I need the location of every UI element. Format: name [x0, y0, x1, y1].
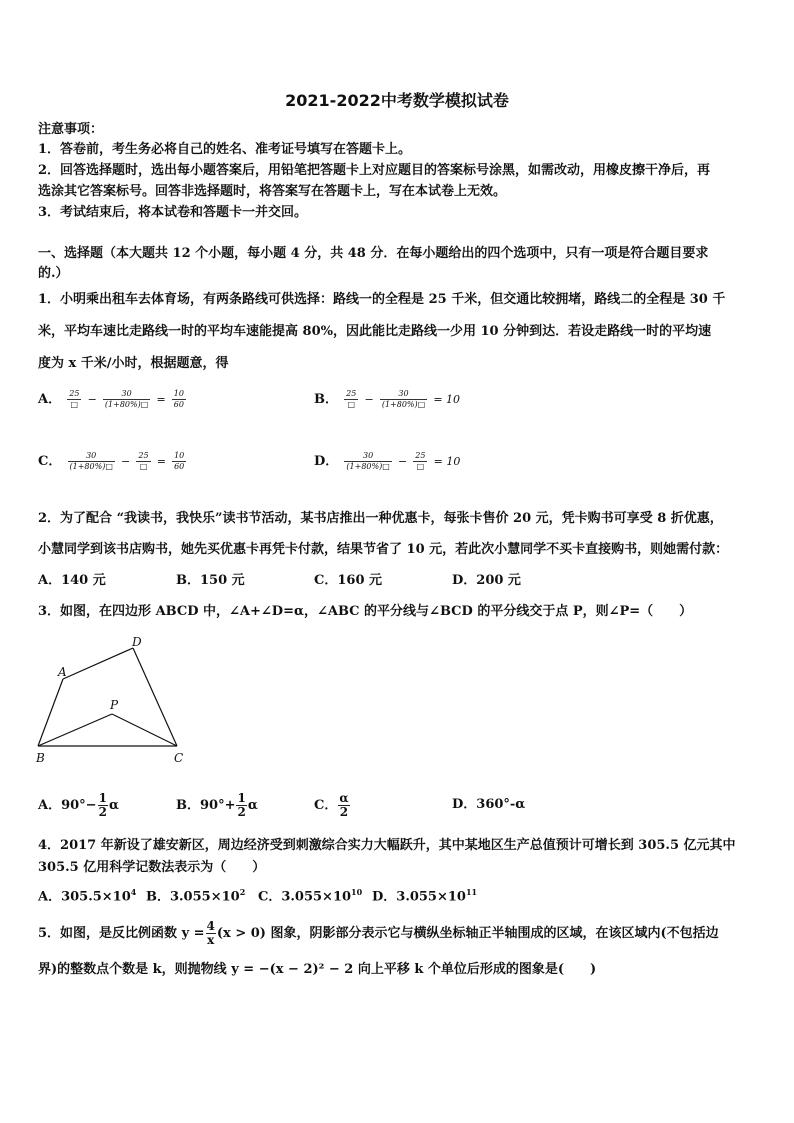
q1-option-c[interactable]: C． $\frac{30}{(1+80\%)□}$ − 25 □ = $\frac{10}{60}$: [38, 451, 185, 471]
q3-option-d[interactable]: D．360°-α: [452, 797, 526, 812]
q4-option-b[interactable]: B．$3.055\times 10^2$: [146, 887, 246, 905]
q5-text: 5．如图，是反比例函数 y = $\frac{4}{x}$ (x > 0) 图象，阴影部分表示它与横纵坐标轴正半轴围成的区域，在该区域内(不包括边: [38, 919, 719, 947]
notice-item: 3．考试结束后，将本试卷和答题卡一并交回。: [38, 205, 308, 220]
edge-ad: [63, 648, 133, 679]
notice-item: 2．回答选择题时，选出每小题答案后，用铅笔把答题卡上对应题目的答案标号涂黑，如需改动，用橡皮擦干净后，再: [38, 163, 711, 178]
edge-ba: [38, 679, 63, 746]
q1-option-b[interactable]: B． 25 □ − $\frac{30}{(1+80\%)□}$ = 10: [314, 389, 461, 409]
notice-item: 1．答卷前，考生务必将自己的姓名、准考证号填写在答题卡上。: [38, 142, 412, 157]
q1-text: 米，平均车速比走路线一时的平均车速能提高 80%，因此能比走路线一少用 10 分钟到达．若设走路线一时的平均速: [38, 324, 712, 339]
q1-text: 度为 x 千米/小时，根据题意，得: [38, 356, 229, 371]
label-d: D: [132, 635, 142, 649]
q2-option-c[interactable]: C．160 元: [314, 573, 383, 588]
q2-text: 2．为了配合 “我读书，我快乐”读书节活动，某书店推出一种优惠卡，每张卡售价 20 元，凭卡购书可享受 8 折优惠，: [38, 511, 723, 526]
q3-option-a[interactable]: A．90°− $\frac{1}{2}$ α: [38, 791, 119, 819]
q1-option-d[interactable]: D． $\frac{30}{(1+80\%)□}$ − 25 □ = 10: [314, 451, 461, 471]
q3-option-b[interactable]: B．90°+ $\frac{1}{2}$ α: [176, 791, 258, 819]
notice-item: 选涂其它答案标号。回答非选择题时，将答案写在答题卡上，写在本试卷上无效。: [38, 184, 507, 199]
segment-pc: [112, 714, 177, 746]
q2-text: 小慧同学到该书店购书，她先买优惠卡再凭卡付款，结果节省了 10 元，若此次小慧同学不买卡直接购书，则她需付款：: [38, 542, 729, 557]
q3-option-c[interactable]: C． $\frac{\alpha}{2}$: [314, 791, 349, 819]
q4-option-a[interactable]: A．$305.5\times 10^4$: [38, 887, 137, 905]
label-c: C: [174, 751, 184, 765]
quadrilateral-figure: [34, 632, 194, 768]
page-title: 2021-2022中考数学模拟试卷: [285, 91, 509, 110]
label-b: B: [36, 751, 45, 765]
q2-option-d[interactable]: D．200 元: [452, 573, 521, 588]
q4-text: 305.5 亿用科学记数法表示为（ ）: [38, 860, 266, 875]
q1-option-a[interactable]: A． 25 □ − $\frac{30}{(1+80\%)□}$ = $\frac{10}{60}$: [38, 389, 184, 409]
q2-option-b[interactable]: B．150 元: [176, 573, 245, 588]
section-heading: 一、选择题（本大题共 12 个小题，每小题 4 分，共 48 分．在每小题给出的四个选项中，只有一项是符合题目要求: [38, 246, 709, 261]
q3-text: 3．如图，在四边形 ABCD 中，∠A+∠D=α，∠ABC 的平分线与∠BCD 的平分线交于点 P，则∠P=（ ）: [38, 604, 693, 619]
q4-text: 4．2017 年新设了雄安新区，周边经济受到刺激综合实力大幅跃升，其中某地区生产总值预计可增长到 305.5 亿元其中: [38, 838, 736, 853]
q4-option-c[interactable]: C．$3.055\times 10^{10}$: [258, 887, 363, 905]
q2-option-a[interactable]: A．140 元: [38, 573, 106, 588]
segment-bp: [38, 714, 112, 746]
label-p: P: [110, 698, 119, 712]
notice-heading: 注意事项：: [38, 122, 104, 137]
label-a: A: [58, 665, 67, 679]
q4-option-d[interactable]: D．$3.055\times 10^{11}$: [372, 887, 478, 905]
section-heading-cont: 的.）: [38, 266, 69, 281]
edge-dc: [133, 648, 177, 746]
q5-text: 界)的整数点个数是 k，则抛物线 y = −(x − 2)² − 2 向上平移 k 个单位后形成的图象是( ): [38, 962, 597, 977]
q1-text: 1．小明乘出租车去体育场，有两条路线可供选择：路线一的全程是 25 千米，但交通比较拥堵，路线二的全程是 30 千: [38, 292, 726, 307]
